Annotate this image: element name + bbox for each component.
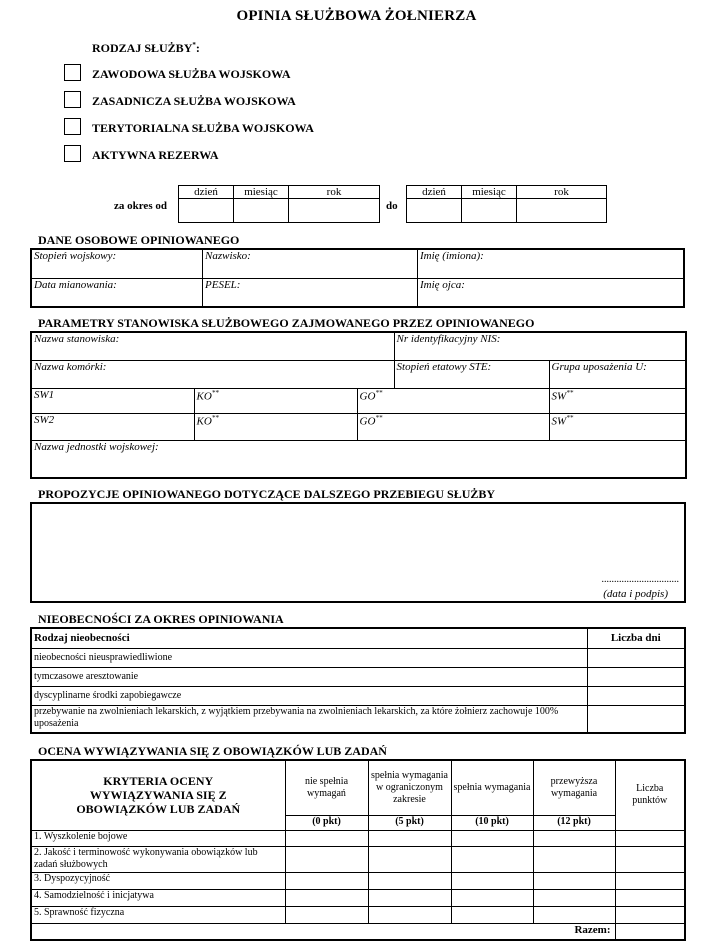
score-cell[interactable] xyxy=(451,846,533,872)
level-points: (10 pkt) xyxy=(451,815,533,830)
personal-table xyxy=(30,248,685,308)
date-to-year[interactable] xyxy=(517,199,607,223)
month-header: miesiąc xyxy=(234,186,289,199)
sw2-go-field[interactable] xyxy=(357,413,549,440)
names-field[interactable]: Imię (imiona): xyxy=(418,249,685,278)
date-from-day[interactable] xyxy=(179,199,234,223)
day-header: dzień xyxy=(407,186,462,199)
sw2-ko-field[interactable] xyxy=(194,413,357,440)
points-cell[interactable] xyxy=(615,889,685,906)
section-evaluation-heading: OCENA WYWIĄZYWANIA SIĘ Z OBOWIĄZKÓW LUB ZADAŃ xyxy=(38,744,387,758)
absence-row-label: tymczasowe aresztowanie xyxy=(31,667,587,686)
day-header: dzień xyxy=(179,186,234,199)
score-cell[interactable] xyxy=(285,906,368,923)
score-cell[interactable] xyxy=(451,889,533,906)
checkbox-terytorialna[interactable] xyxy=(64,118,81,135)
absence-days-cell[interactable] xyxy=(587,648,685,667)
section-proposals-heading: PROPOZYCJE OPINIOWANEGO DOTYCZĄCE DALSZEGO PRZEBIEGU SŁUŻBY xyxy=(38,487,496,501)
footnote-mark: ** xyxy=(211,413,219,422)
signature-dots: ............................... xyxy=(601,574,679,585)
date-appointed-field[interactable]: Data mianowania: xyxy=(31,278,203,307)
checkbox-rezerwa[interactable] xyxy=(64,145,81,162)
ste-field[interactable]: Stopień etatowy STE: xyxy=(394,360,549,388)
checkbox-zawodowa[interactable] xyxy=(64,64,81,81)
go-label: GO xyxy=(359,390,376,403)
section-position-heading: PARAMETRY STANOWISKA SŁUŻBOWEGO ZAJMOWANEGO PRZEZ OPINIOWANEGO xyxy=(38,316,535,330)
score-cell[interactable] xyxy=(285,830,368,846)
checkbox-zasadnicza[interactable] xyxy=(64,91,81,108)
absence-row-label: dyscyplinarne środki zapobiegawcze xyxy=(31,686,587,705)
score-cell[interactable] xyxy=(285,889,368,906)
absence-days-cell[interactable] xyxy=(587,667,685,686)
ko-label: KO xyxy=(196,390,212,403)
absence-row-label: nieobecności nieusprawiedliwione xyxy=(31,648,587,667)
pesel-field[interactable]: PESEL: xyxy=(203,278,418,307)
level-header: przewyższa wymagania xyxy=(533,760,615,815)
option-zawodowa: ZAWODOWA SŁUŻBA WOJSKOWA xyxy=(92,67,291,81)
nis-field[interactable]: Nr identyfikacyjny NIS: xyxy=(394,332,686,360)
level-header: spełnia wymagania xyxy=(451,760,533,815)
score-cell[interactable] xyxy=(533,889,615,906)
option-zasadnicza: ZASADNICZA SŁUŻBA WOJSKOWA xyxy=(92,94,296,108)
sw-label: SW xyxy=(551,390,567,403)
pay-group-field[interactable]: Grupa uposażenia U: xyxy=(549,360,686,388)
footnote-mark: ** xyxy=(211,388,219,397)
year-header: rok xyxy=(289,186,380,199)
service-type-text: RODZAJ SŁUŻBY xyxy=(92,41,193,55)
page-title: OPINIA SŁUŻBOWA ŻOŁNIERZA xyxy=(236,8,477,24)
service-type-colon: : xyxy=(195,41,200,55)
footnote-mark: ** xyxy=(566,388,574,397)
position-table xyxy=(30,331,687,479)
points-cell[interactable] xyxy=(615,872,685,889)
sw2-field[interactable]: SW2 xyxy=(31,413,194,440)
criterion-label: 2. Jakość i terminowość wykonywania obowiązków lub zadań służbowych xyxy=(31,846,285,872)
points-cell[interactable] xyxy=(615,906,685,923)
date-from-table xyxy=(178,185,380,223)
score-cell[interactable] xyxy=(533,846,615,872)
period-to-label: do xyxy=(386,200,398,212)
option-terytorialna: TERYTORIALNA SŁUŻBA WOJSKOWA xyxy=(92,121,314,135)
service-type-label xyxy=(92,41,200,56)
score-cell[interactable] xyxy=(285,872,368,889)
score-cell[interactable] xyxy=(451,906,533,923)
military-unit-field[interactable]: Nazwa jednostki wojskowej: xyxy=(31,440,686,478)
signature-caption: (data i podpis) xyxy=(603,588,668,600)
criterion-label: 5. Sprawność fizyczna xyxy=(31,906,285,923)
surname-field[interactable]: Nazwisko: xyxy=(203,249,418,278)
sw1-ko-field[interactable] xyxy=(194,388,357,413)
evaluation-table xyxy=(30,759,686,941)
level-points: (5 pkt) xyxy=(368,815,451,830)
rank-field[interactable]: Stopień wojskowy: xyxy=(31,249,203,278)
score-cell[interactable] xyxy=(285,846,368,872)
month-header: miesiąc xyxy=(462,186,517,199)
total-label: Razem: xyxy=(31,923,615,940)
absence-row-label: przebywanie na zwolnieniach lekarskich, z wyjątkiem przebywania na zwolnieniach lekarskich, za które żołnierz zachowuje 100% uposażenia xyxy=(31,705,587,733)
section-personal-heading: DANE OSOBOWE OPINIOWANEGO xyxy=(38,233,240,247)
criterion-label: 3. Dyspozycyjność xyxy=(31,872,285,889)
father-name-field[interactable]: Imię ojca: xyxy=(418,278,685,307)
section-absences-heading: NIEOBECNOŚCI ZA OKRES OPINIOWANIA xyxy=(38,612,284,626)
sw2-sw-field[interactable] xyxy=(549,413,686,440)
footnote-mark: * xyxy=(192,41,196,49)
date-from-year[interactable] xyxy=(289,199,380,223)
score-cell[interactable] xyxy=(451,872,533,889)
date-from-month[interactable] xyxy=(234,199,289,223)
date-to-day[interactable] xyxy=(407,199,462,223)
position-name-field[interactable]: Nazwa stanowiska: xyxy=(31,332,394,360)
level-header: spełnia wymagania w ograniczonym zakresie xyxy=(368,760,451,815)
date-to-month[interactable] xyxy=(462,199,517,223)
go-label: GO xyxy=(359,415,376,428)
points-cell[interactable] xyxy=(615,846,685,872)
absence-days-cell[interactable] xyxy=(587,686,685,705)
date-to-table xyxy=(406,185,607,223)
criteria-header: KRYTERIA OCENY WYWIĄZYWANIA SIĘ Z OBOWIĄZKÓW LUB ZADAŃ xyxy=(31,760,285,830)
footnote-mark: ** xyxy=(375,388,383,397)
score-cell[interactable] xyxy=(533,872,615,889)
level-points: (0 pkt) xyxy=(285,815,368,830)
proposals-textarea[interactable] xyxy=(30,502,686,603)
year-header: rok xyxy=(517,186,607,199)
score-cell[interactable] xyxy=(368,846,451,872)
absence-days-cell[interactable] xyxy=(587,705,685,733)
unit-cell-field[interactable]: Nazwa komórki: xyxy=(31,360,394,388)
absence-days-header: Liczba dni xyxy=(587,628,685,648)
period-from-label: za okres od xyxy=(114,200,167,212)
score-cell[interactable] xyxy=(368,872,451,889)
points-cell[interactable] xyxy=(615,830,685,846)
sw1-sw-field[interactable] xyxy=(549,388,686,413)
footnote-mark: ** xyxy=(375,413,383,422)
score-cell[interactable] xyxy=(368,906,451,923)
absences-table xyxy=(30,627,686,734)
level-points: (12 pkt) xyxy=(533,815,615,830)
score-cell[interactable] xyxy=(368,830,451,846)
absence-type-header: Rodzaj nieobecności xyxy=(31,628,587,648)
footnote-mark: ** xyxy=(566,413,574,422)
score-cell[interactable] xyxy=(533,906,615,923)
option-rezerwa: AKTYWNA REZERWA xyxy=(92,148,219,162)
score-cell[interactable] xyxy=(451,830,533,846)
criterion-label: 4. Samodzielność i inicjatywa xyxy=(31,889,285,906)
sw1-field[interactable]: SW1 xyxy=(31,388,194,413)
sw1-go-field[interactable] xyxy=(357,388,549,413)
sw-label: SW xyxy=(551,415,567,428)
score-cell[interactable] xyxy=(533,830,615,846)
score-cell[interactable] xyxy=(368,889,451,906)
level-header: nie spełnia wymagań xyxy=(285,760,368,815)
criterion-label: 1. Wyszkolenie bojowe xyxy=(31,830,285,846)
points-header: Liczba punktów xyxy=(615,760,685,830)
total-points-cell[interactable] xyxy=(615,923,685,940)
ko-label: KO xyxy=(196,415,212,428)
